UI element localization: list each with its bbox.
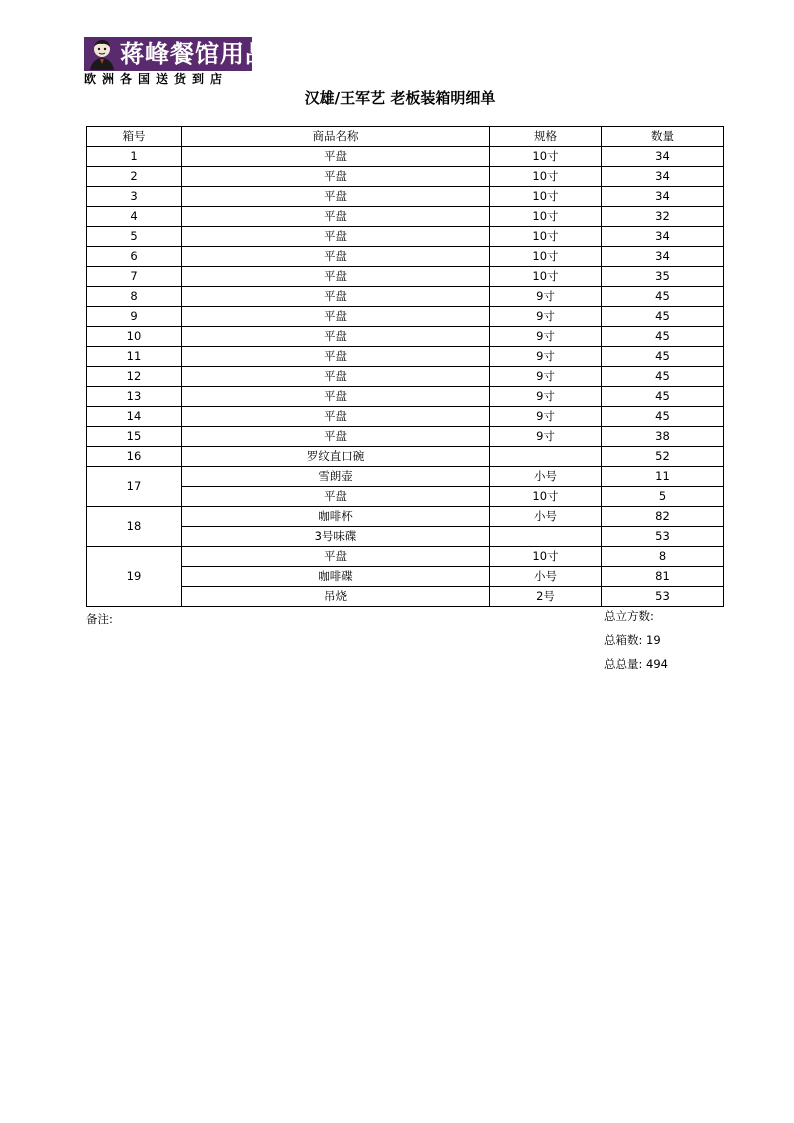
cell-spec: 9寸 <box>490 407 602 427</box>
table-row <box>87 307 724 327</box>
logo-brand-text: 蒋峰餐馆用品 <box>120 40 270 68</box>
cell-quantity: 11 <box>602 467 724 487</box>
cell-product-name: 平盘 <box>182 287 490 307</box>
table-row <box>87 167 724 187</box>
cell-quantity: 52 <box>602 447 724 467</box>
table-row <box>87 507 724 527</box>
header-product-name: 商品名称 <box>182 127 490 147</box>
cell-box-no: 6 <box>87 247 182 267</box>
cell-product-name: 咖啡杯 <box>182 507 490 527</box>
cell-box-no: 12 <box>87 367 182 387</box>
cell-product-name: 平盘 <box>182 167 490 187</box>
table-row <box>87 447 724 467</box>
cell-product-name: 平盘 <box>182 247 490 267</box>
cell-spec: 10寸 <box>490 207 602 227</box>
cell-quantity: 82 <box>602 507 724 527</box>
table-row <box>87 407 724 427</box>
table-row <box>87 567 724 587</box>
table-row <box>87 387 724 407</box>
cell-product-name: 罗纹直口碗 <box>182 447 490 467</box>
cell-product-name: 平盘 <box>182 327 490 347</box>
cell-box-no: 4 <box>87 207 182 227</box>
table-row <box>87 527 724 547</box>
cell-spec: 9寸 <box>490 367 602 387</box>
table-row <box>87 367 724 387</box>
cell-spec: 10寸 <box>490 187 602 207</box>
table-row <box>87 147 724 167</box>
cell-box-no: 2 <box>87 167 182 187</box>
table-row <box>87 227 724 247</box>
cell-quantity: 45 <box>602 327 724 347</box>
table-row <box>87 587 724 607</box>
cell-quantity: 53 <box>602 587 724 607</box>
cell-quantity: 45 <box>602 387 724 407</box>
cell-spec: 10寸 <box>490 547 602 567</box>
cell-spec: 小号 <box>490 567 602 587</box>
cell-product-name: 咖啡碟 <box>182 567 490 587</box>
cell-spec <box>490 447 602 467</box>
cell-box-no: 3 <box>87 187 182 207</box>
cell-quantity: 53 <box>602 527 724 547</box>
cell-spec <box>490 527 602 547</box>
cell-quantity: 81 <box>602 567 724 587</box>
cell-spec: 小号 <box>490 467 602 487</box>
table-row <box>87 547 724 567</box>
cell-quantity: 45 <box>602 307 724 327</box>
table-row <box>87 267 724 287</box>
cell-product-name: 平盘 <box>182 347 490 367</box>
cell-product-name: 平盘 <box>182 187 490 207</box>
cell-spec: 9寸 <box>490 287 602 307</box>
cell-quantity: 38 <box>602 427 724 447</box>
cell-quantity: 34 <box>602 147 724 167</box>
cell-box-no: 1 <box>87 147 182 167</box>
cell-product-name: 平盘 <box>182 427 490 447</box>
cell-spec: 10寸 <box>490 487 602 507</box>
header-quantity: 数量 <box>602 127 724 147</box>
packing-list-table <box>86 126 724 607</box>
cell-product-name: 吊烧 <box>182 587 490 607</box>
total-quantity: 总总量: 494 <box>604 657 668 671</box>
cell-spec: 小号 <box>490 507 602 527</box>
cell-product-name: 平盘 <box>182 207 490 227</box>
total-boxes: 总箱数: 19 <box>604 633 661 647</box>
cell-spec: 9寸 <box>490 427 602 447</box>
table-row <box>87 347 724 367</box>
cell-spec: 9寸 <box>490 347 602 367</box>
table-row <box>87 327 724 347</box>
cell-quantity: 34 <box>602 247 724 267</box>
table-row <box>87 467 724 487</box>
cell-box-no: 7 <box>87 267 182 287</box>
cell-quantity: 45 <box>602 407 724 427</box>
cell-product-name: 平盘 <box>182 407 490 427</box>
total-volume: 总立方数: <box>604 609 654 623</box>
cell-spec: 10寸 <box>490 167 602 187</box>
cell-quantity: 35 <box>602 267 724 287</box>
cell-spec: 10寸 <box>490 267 602 287</box>
cell-quantity: 5 <box>602 487 724 507</box>
cell-box-no: 5 <box>87 227 182 247</box>
cell-box-no: 11 <box>87 347 182 367</box>
remarks-label: 备注: <box>86 612 113 626</box>
header-box-no: 箱号 <box>87 127 182 147</box>
cell-quantity: 45 <box>602 347 724 367</box>
cell-product-name: 平盘 <box>182 227 490 247</box>
table-header-row <box>87 127 724 147</box>
cell-product-name: 平盘 <box>182 267 490 287</box>
cell-box-no: 17 <box>87 467 182 507</box>
cell-product-name: 平盘 <box>182 487 490 507</box>
cell-product-name: 平盘 <box>182 547 490 567</box>
portrait-icon <box>86 38 118 70</box>
table-row <box>87 247 724 267</box>
cell-spec: 10寸 <box>490 147 602 167</box>
cell-box-no: 9 <box>87 307 182 327</box>
cell-spec: 9寸 <box>490 387 602 407</box>
cell-product-name: 平盘 <box>182 307 490 327</box>
cell-quantity: 34 <box>602 187 724 207</box>
cell-box-no: 18 <box>87 507 182 547</box>
cell-quantity: 45 <box>602 287 724 307</box>
cell-product-name: 平盘 <box>182 147 490 167</box>
cell-spec: 10寸 <box>490 227 602 247</box>
cell-box-no: 8 <box>87 287 182 307</box>
cell-product-name: 平盘 <box>182 367 490 387</box>
cell-box-no: 15 <box>87 427 182 447</box>
table-row <box>87 187 724 207</box>
document-title: 汉雄/王军艺 老板装箱明细单 <box>304 89 496 107</box>
cell-quantity: 34 <box>602 227 724 247</box>
cell-quantity: 45 <box>602 367 724 387</box>
cell-spec: 9寸 <box>490 307 602 327</box>
cell-product-name: 平盘 <box>182 387 490 407</box>
cell-product-name: 3号味碟 <box>182 527 490 547</box>
cell-spec: 2号 <box>490 587 602 607</box>
cell-quantity: 32 <box>602 207 724 227</box>
cell-quantity: 8 <box>602 547 724 567</box>
cell-box-no: 13 <box>87 387 182 407</box>
cell-spec: 10寸 <box>490 247 602 267</box>
summary-block <box>604 607 668 679</box>
brand-logo <box>84 37 270 87</box>
cell-box-no: 10 <box>87 327 182 347</box>
table-row <box>87 287 724 307</box>
header-spec: 规格 <box>490 127 602 147</box>
cell-box-no: 19 <box>87 547 182 607</box>
cell-spec: 9寸 <box>490 327 602 347</box>
logo-tagline: 欧洲各国送货到店 <box>84 72 229 86</box>
table-row <box>87 487 724 507</box>
table-body <box>87 147 724 607</box>
cell-box-no: 16 <box>87 447 182 467</box>
cell-product-name: 雪朗壶 <box>182 467 490 487</box>
table-row <box>87 427 724 447</box>
cell-quantity: 34 <box>602 167 724 187</box>
cell-box-no: 14 <box>87 407 182 427</box>
table-row <box>87 207 724 227</box>
